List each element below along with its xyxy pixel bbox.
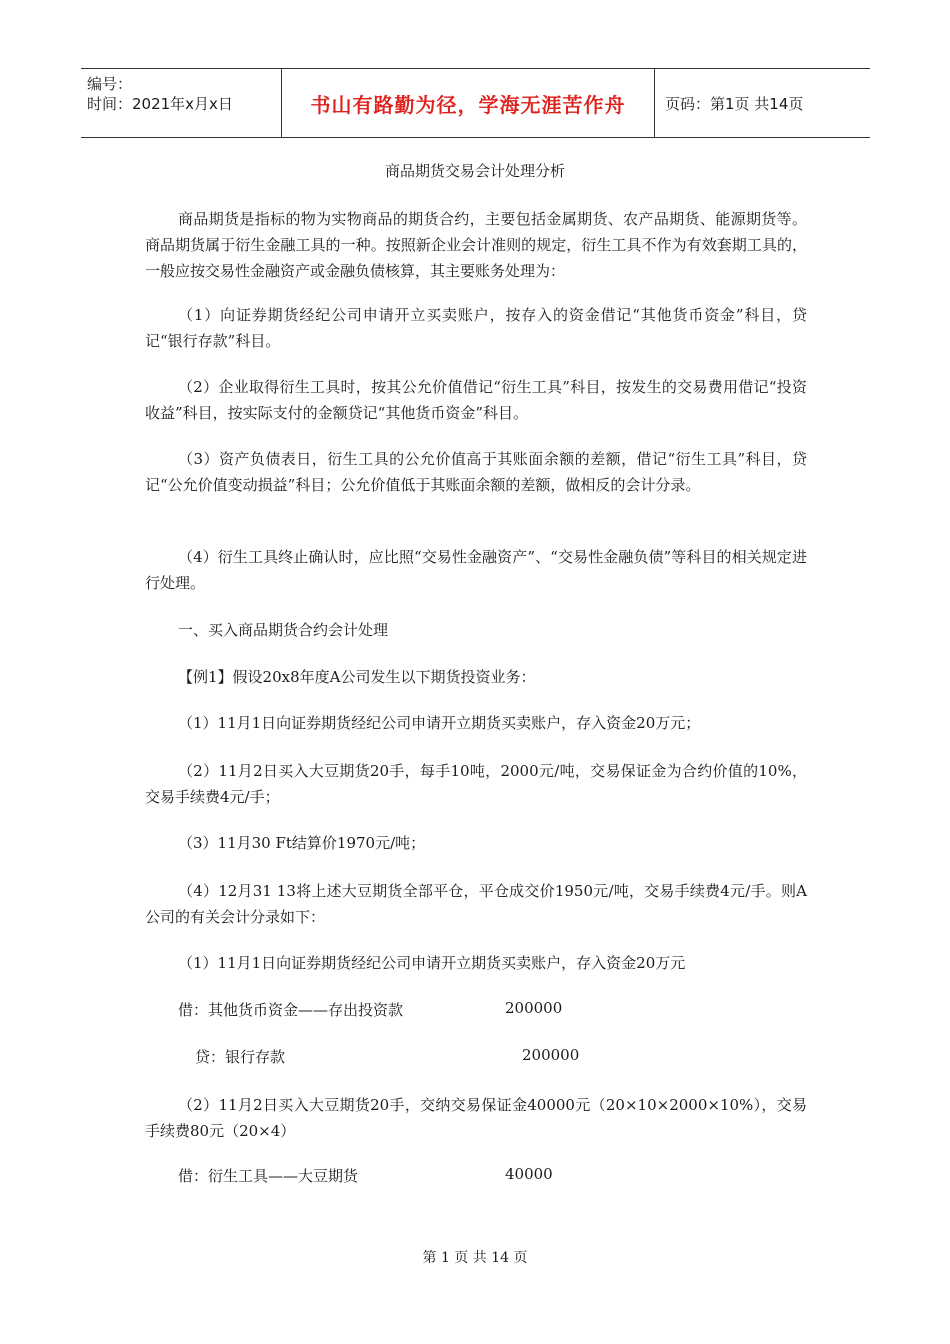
header-page-cell (655, 69, 870, 137)
header-motto-cell (281, 69, 655, 137)
example-heading: 【例1】假设20x8年度A公司发生以下期货投资业务： (178, 668, 536, 686)
page-footer: 第 1 页 共 14 页 (422, 1250, 528, 1266)
case-2: （2）11月2日买入大豆期货20手，每手10吨，2000元/吨，交易保证金为合约价值的10%，交易手续费4元/手； (145, 762, 807, 806)
paragraph-intro: 商品期货是指标的物为实物商品的期货合约，主要包括金属期货、农产品期货、能源期货等。商品期货属于衍生金融工具的一种。按照新企业会计准则的规定，衍生工具不作为有效套期工具的，一般应按交易性金融资产或金融负债核算，其主要账务处理为： (145, 210, 807, 280)
paragraph-rule-1: （1）向证券期货经纪公司申请开立买卖账户，按存入的资金借记“其他货币资金”科目，贷记“银行存款”科目。 (145, 306, 807, 350)
paragraph-rule-4: （4）衍生工具终止确认时，应比照“交易性金融资产”、“交易性金融负债”等科目的相关规定进行处理。 (145, 548, 807, 592)
page-info: 页码：第1页 共14页 (665, 94, 804, 113)
entry-2-debit-amount: 40000 (505, 1165, 553, 1183)
paragraph-rule-2: （2）企业取得衍生工具时，按其公允价值借记“衍生工具”科目，按发生的交易费用借记“投资收益”科目，按实际支付的金额贷记“其他货币资金”科目。 (145, 378, 807, 422)
entry-2-debit: 借：衍生工具——大豆期货 (178, 1167, 359, 1185)
case-1: （1）11月1日向证券期货经纪公司申请开立期货买卖账户，存入资金20万元； (178, 714, 701, 732)
page-title: 商品期货交易会计处理分析 (384, 162, 565, 180)
header-table (81, 68, 870, 138)
case-3: （3）11月30 Ft结算价1970元/吨； (178, 834, 426, 852)
step-1: （1）11月1日向证券期货经纪公司申请开立期货买卖账户，存入资金20万元 (178, 954, 686, 972)
case-4: （4）12月31 13将上述大豆期货全部平仓，平仓成交价1950元/吨，交易手续费4元/手。则A公司的有关会计分录如下： (145, 882, 807, 926)
header-meta (81, 69, 281, 137)
section-heading: 一、买入商品期货合约会计处理 (178, 621, 389, 639)
step-2: （2）11月2日买入大豆期货20手，交纳交易保证金40000元（20×10×2000×10%），交易手续费80元（20×4） (145, 1096, 807, 1140)
entry-1-debit-amount: 200000 (505, 999, 563, 1017)
number-label: 编号： (87, 75, 133, 93)
time-label: 时间：2021年x月x日 (87, 95, 233, 113)
entry-1-credit-amount: 200000 (522, 1046, 580, 1064)
entry-1-credit: 贷：银行存款 (195, 1048, 286, 1066)
paragraph-rule-3: （3）资产负债表日，衍生工具的公允价值高于其账面余额的差额，借记“衍生工具”科目，贷记“公允价值变动损益”科目；公允价值低于其账面余额的差额，做相反的会计分录。 (145, 450, 807, 494)
motto: 书山有路勤为径，学海无涯苦作舟 (310, 92, 626, 117)
entry-1-debit: 借：其他货币资金——存出投资款 (178, 1001, 404, 1019)
